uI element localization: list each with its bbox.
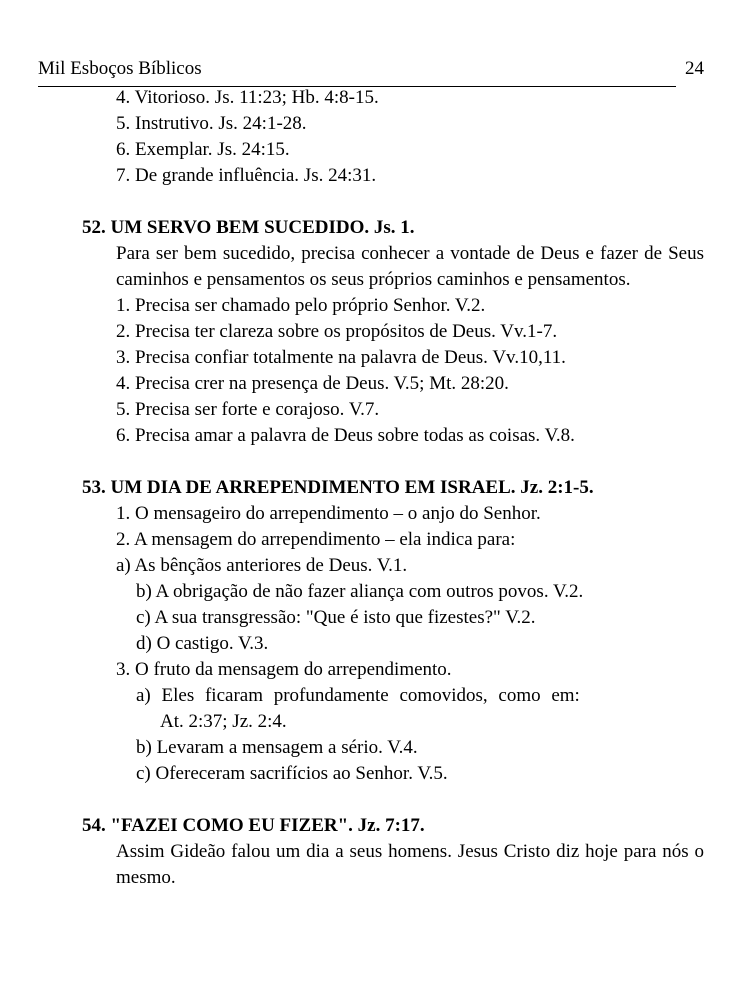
section-54-heading: 54. "FAZEI COMO EU FIZER". Jz. 7:17. (82, 815, 425, 836)
list-item: c) Ofereceram sacrifícios ao Senhor. V.5. (136, 763, 448, 784)
list-item: 3. O fruto da mensagem do arrependimento. (116, 659, 452, 680)
spacer (82, 787, 704, 813)
section-53-heading: 53. UM DIA DE ARREPENDIMENTO EM ISRAEL. Jz. 2:1-5. (82, 477, 594, 498)
list-item: 4. Vitorioso. Js. 11:23; Hb. 4:8-15. (116, 87, 379, 108)
section-52-intro: Para ser bem sucedido, precisa conhecer a vontade de Deus e fazer de Seus caminhos e pensamentos os seus próprios caminhos e pensamentos. (116, 243, 704, 290)
spacer (82, 449, 704, 475)
list-item: 6. Precisa amar a palavra de Deus sobre todas as coisas. V.8. (116, 425, 575, 446)
list-item: 6. Exemplar. Js. 24:15. (116, 139, 290, 160)
list-item: 1. Precisa ser chamado pelo próprio Senhor. V.2. (116, 295, 486, 316)
list-item: 2. A mensagem do arrependimento – ela indica para: (116, 529, 516, 550)
list-item: 1. O mensageiro do arrependimento – o anjo do Senhor. (116, 503, 541, 524)
page-number: 24 (685, 58, 704, 79)
list-item: a) Eles ficaram profundamente comovidos, como em: (136, 685, 580, 706)
list-item: d) O castigo. V.3. (136, 633, 269, 654)
list-item: 5. Precisa ser forte e corajoso. V.7. (116, 399, 380, 420)
page-body (82, 85, 704, 891)
section-54-intro: Assim Gideão falou um dia a seus homens. Jesus Cristo diz hoje para nós o mesmo. (116, 841, 704, 888)
list-item: 2. Precisa ter clareza sobre os propósitos de Deus. Vv.1-7. (116, 321, 558, 342)
list-item: 5. Instrutivo. Js. 24:1-28. (116, 113, 307, 134)
section-52-heading: 52. UM SERVO BEM SUCEDIDO. Js. 1. (82, 217, 415, 238)
list-item: 3. Precisa confiar totalmente na palavra de Deus. Vv.10,11. (116, 347, 566, 368)
list-item: 7. De grande influência. Js. 24:31. (116, 165, 377, 186)
page-header (38, 58, 704, 88)
list-item: b) A obrigação de não fazer aliança com outros povos. V.2. (136, 581, 584, 602)
list-item: c) A sua transgressão: "Que é isto que fizestes?" V.2. (136, 607, 536, 628)
list-item: b) Levaram a mensagem a sério. V.4. (136, 737, 418, 758)
list-item: a) As bênçãos anteriores de Deus. V.1. (116, 555, 408, 576)
spacer (82, 189, 704, 215)
list-item: 4. Precisa crer na presença de Deus. V.5; Mt. 28:20. (116, 373, 509, 394)
list-item-continuation: At. 2:37; Jz. 2:4. (160, 711, 287, 732)
book-title: Mil Esboços Bíblicos (38, 58, 202, 79)
